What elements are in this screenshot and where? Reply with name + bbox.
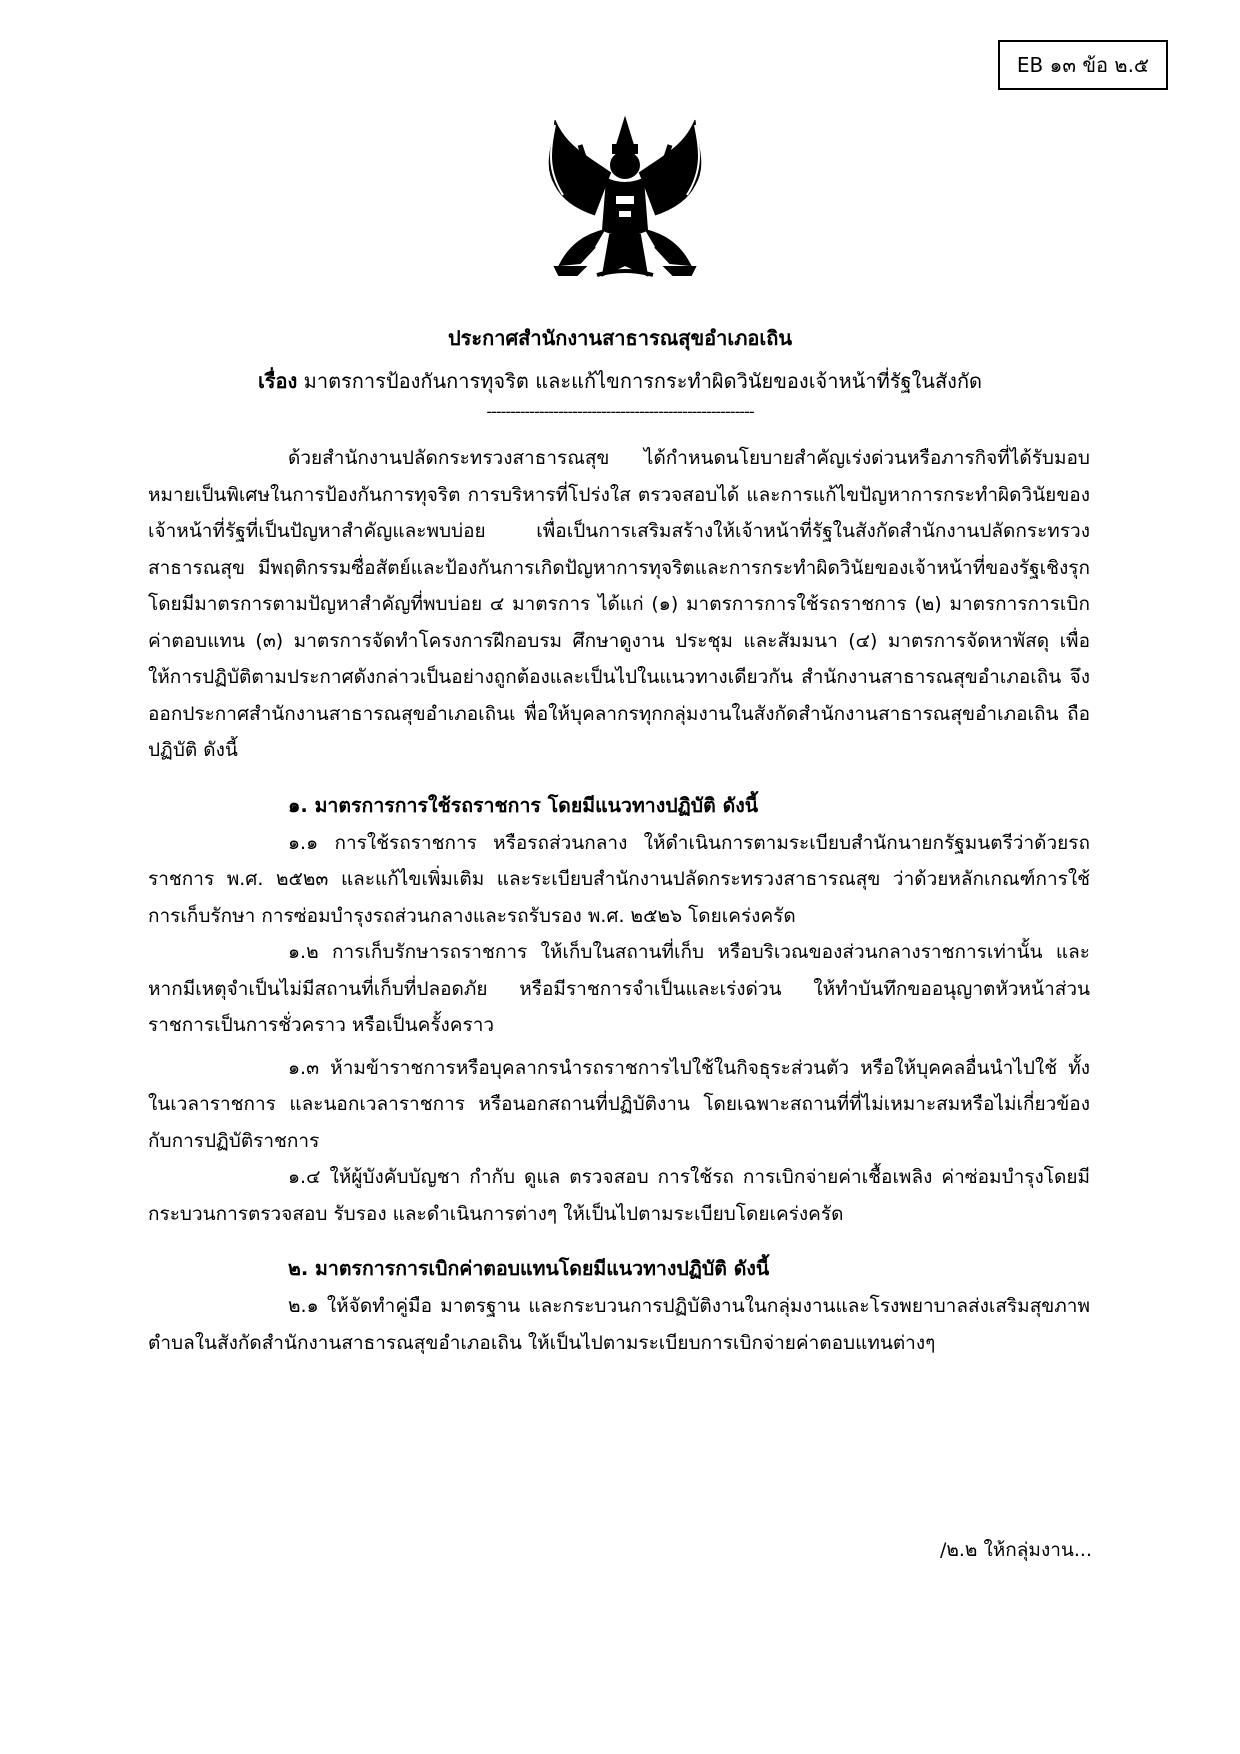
document-body: [148, 440, 1090, 1361]
section-1-item: ๑.๒ การเก็บรักษารถราชการ ให้เก็บในสถานที่เก็บ หรือบริเวณของส่วนกลางราชการเท่านั้น และหากมีเหตุจำเป็นไม่มีสถานที่เก็บที่ปลอดภัย หรือมีราชการจำเป็นและเร่งด่วน ให้ทำบันทึกขออนุญาตหัวหน้าส่วนราชการเป็นการชั่วคราว หรือเป็นครั้งคราว: [148, 941, 1090, 1036]
section-2-item: ๒.๑ ให้จัดทำคู่มือ มาตรฐาน และกระบวนการปฏิบัติงานในกลุ่มงานและโรงพยาบาลส่งเสริมสุขภาพตำบลในสังกัดสำนักงานสาธารณสุขอำเภอเถิน ให้เป็นไปตามระเบียบการเบิกจ่ายค่าตอบแทนต่างๆ: [148, 1295, 1090, 1354]
subject-label: เรื่อง: [257, 369, 298, 393]
reference-box: EB ๑๓ ข้อ ๒.๕: [998, 40, 1168, 90]
intro-paragraph: ด้วยสำนักงานปลัดกระทรวงสาธารณสุข ได้กำหนดนโยบายสำคัญเร่งด่วนหรือภารกิจที่ได้รับมอบหมายเป็นพิเศษในการป้องกันการทุจริต การบริหารที่โปร่งใส ตรวจสอบได้ และการแก้ไขปัญหาการกระทำผิดวินัยของเจ้าหน้าที่รัฐที่เป็นปัญหาสำคัญและพบบ่อย เพื่อเป็นการเสริมสร้างให้เจ้าหน้าที่รัฐในสังกัดสำนักงานปลัดกระทรวงสาธารณสุข มีพฤติกรรมซื่อสัตย์และป้องกันการเกิดปัญหาการทุจริตและการกระทำผิดวินัยของเจ้าหน้าที่ของรัฐเชิงรุก โดยมีมาตรการตามปัญหาสำคัญที่พบบ่อย ๔ มาตรการ ได้แก่ (๑) มาตรการการใช้รถราชการ (๒) มาตรการการเบิกค่าตอบแทน (๓) มาตรการจัดทำโครงการฝึกอบรม ศึกษาดูงาน ประชุม และสัมมนา (๔) มาตรการจัดหาพัสดุ เพื่อให้การปฏิบัติตามประกาศดังกล่าวเป็นอย่างถูกต้องและเป็นไปในแนวทางเดียวกัน สำนักงานสาธารณสุขอำเภอเถิน จึงออกประกาศสำนักงานสาธารณสุขอำเภอเถินเ พื่อให้บุคลากรทุกกลุ่มงานในสังกัดสำนักงานสาธารณสุขอำเภอเถิน ถือปฏิบัติ ดังนี้: [148, 447, 1090, 761]
garuda-emblem-icon: [525, 115, 725, 295]
announcement-title: ประกาศสำนักงานสาธารณสุขอำเภอเถิน: [447, 326, 793, 350]
section-1-item: ๑.๑ การใช้รถราชการ หรือรถส่วนกลาง ให้ดำเนินการตามระเบียบสำนักนายกรัฐมนตรีว่าด้วยรถราชการ พ.ศ. ๒๕๒๓ และแก้ไขเพิ่มเติม และระเบียบสำนักงานปลัดกระทรวงสาธารณสุข ว่าด้วยหลักเกณฑ์การใช้ การเก็บรักษา การซ่อมบำรุงรถส่วนกลางและรถรับรอง พ.ศ. ๒๕๒๖ โดยเคร่งครัด: [148, 831, 1090, 927]
section-2-heading: ๒. มาตรการการเบิกค่าตอบแทนโดยมีแนวทางปฏิบัติ ดังนี้: [288, 1257, 770, 1280]
section-1-item: ๑.๓ ห้ามข้าราชการหรือบุคลากรนำรถราชการไปใช้ในกิจธุระส่วนตัว หรือให้บุคคลอื่นนำไปใช้ ทั้งในเวลาราชการ และนอกเวลาราชการ หรือนอกสถานที่ปฏิบัติงาน โดยเฉพาะสถานที่ที่ไม่เหมาะสมหรือไม่เกี่ยวข้องกับการปฏิบัติราชการ: [148, 1056, 1090, 1152]
announcement-subject: [0, 365, 1240, 397]
section-1-item: ๑.๔ ให้ผู้บังคับบัญชา กำกับ ดูแล ตรวจสอบ การใช้รถ การเบิกจ่ายค่าเชื้อเพลิง ค่าซ่อมบำรุงโดยมีกระบวนการตรวจสอบ รับรอง และดำเนินการต่างๆ ให้เป็นไปตามระเบียบโดยเคร่งครัด: [148, 1166, 1090, 1225]
section-1-heading: ๑. มาตรการการใช้รถราชการ โดยมีแนวทางปฏิบัติ ดังนี้: [288, 793, 759, 817]
divider-line: --------------------------------------------------------: [486, 402, 754, 421]
continuation-note: /๒.๒ ให้กลุ่มงาน...: [939, 1539, 1092, 1561]
subject-text: มาตรการป้องกันการทุจริต และแก้ไขการกระทำผิดวินัยของเจ้าหน้าที่รัฐในสังกัด: [303, 369, 983, 393]
